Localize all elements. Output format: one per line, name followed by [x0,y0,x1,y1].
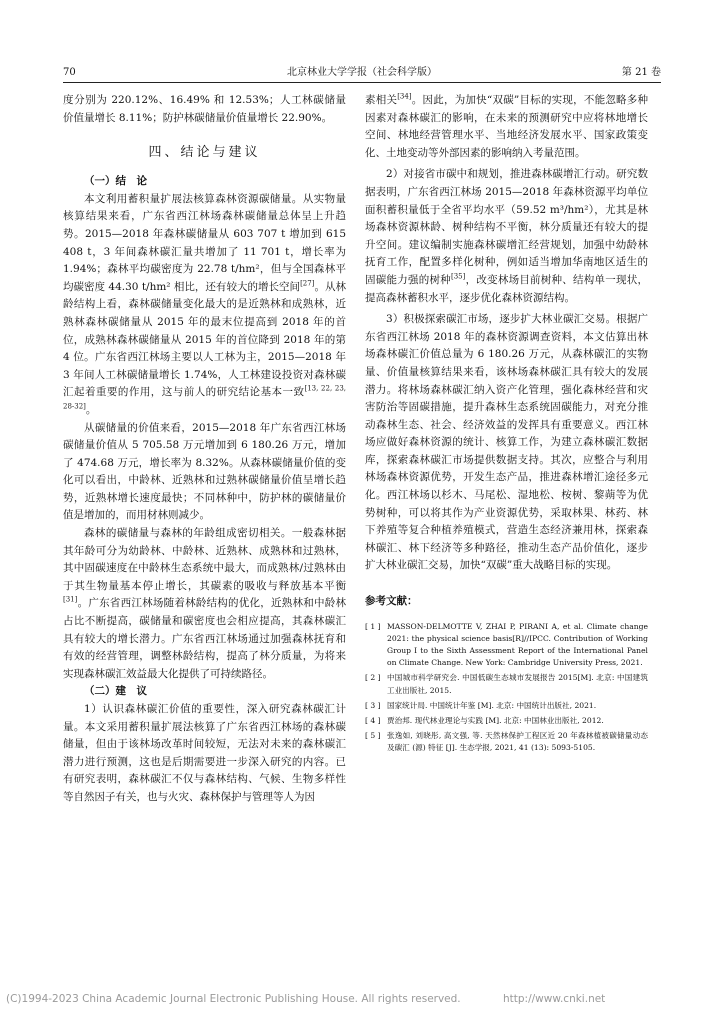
page-number: 70 [63,67,76,78]
citation-link[interactable]: [27] [300,279,315,288]
references-title: 参考文献： [365,595,418,608]
reference-item [365,700,648,712]
citation-link[interactable]: [34] [397,92,412,101]
text-run: 。广东省西江林场随着林龄结构的优化，近熟林和中龄林占比不断提高，碳储量和碳密度也会相应提高，其森林碳汇具有较大的增长潜力。广东省西江林场通过加强森林抚育和有效的经营管理，调整林龄结构，提高了林分质量，为将来实现森林碳汇效益最大化提供了可持续路径。 [63,597,346,680]
paragraph-suggestion-1: 1）认识森林碳汇价值的重要性，深入研究森林碳汇计量。本文采用蓄积量扩展法核算了广东省西江林场的森林碳储量，但由于该林场改革时间较短，无法对未来的森林碳汇潜力进行预测，这也是后期需要进一步深入研究的内容。已有研究表明，森林碳汇不仅与森林结构、气候、生物多样性等自然因子有关，也与火灾、森林保护与管理等人为因 [63,703,346,803]
reference-text: 中国城市科学研究会. 中国低碳生态城市发展报告 2015[M]. 北京: 中国建筑工业出版社, 2015. [387,673,648,695]
section-title: 四、结论与建议 [148,145,261,161]
reference-number: [ 3 ] [365,700,381,710]
paragraph-continuation: 度分别为 220.12%、16.49% 和 12.53%；人工林碳储量价值量增长 8.11%；防护林碳储量价值量增长 22.90%。 [63,94,346,124]
reference-item [365,715,648,727]
reference-number: [ 1 ] [365,621,381,631]
subsection-title-suggestions: （二）建 议 [84,685,147,698]
paragraph-suggestion-3: 3）积极探索碳汇市场，逐步扩大林业碳汇交易。根据广东省西江林场 2018 年的森林资源调查资料，本文估算出林场森林碳汇价值总量为 6 180.26 万元，从森林碳汇的实物量、价值量核算结果来看，该林场森林碳汇具有较大的发展潜力。将林场森林碳汇纳入资产化管理，强化森林经营和灾害防治等固碳措施，提升森林生态系统固碳能力，对充分推动森林生态、社会、经济效益的发挥具有重要意义。西江林场应做好森林资源的统计、核算工作，为建立森林碳汇数据库，探索森林碳汇市场提供数据支持。其次，应整合与利用林场森林资源优势，开发生态产品，推进森林增汇途径多元化。西江林场以杉木、马尾松、湿地松、桉树、黎蒴等为优势树种，可以将其作为产业资源优势，采取林果、林药、林下养殖等复合种植养殖模式，营造生态经济兼用林，探索森林碳汇、林下经济等多种路径，推动生态产品价值化，逐步扩大林业碳汇交易，加快“双碳”重大战略目标的实现。 [365,313,648,572]
paragraph-suggestion-1-cont [365,92,648,162]
header-rule [63,82,661,83]
left-column [63,92,346,807]
copyright-notice: (C)1994-2023 China Academic Journal Electronic Publishing House. All rights reserved. [6,993,461,1005]
text-run: 素相关 [365,94,398,106]
text-run: 。因此，为加快“双碳”目标的实现，不能忽略多种因素对森林碳汇的影响，在未来的预测研究中应将林地增长空间、林地经营管理水平、当地经济发展水平、国家政策变化、土地变动等外部因素的影响纳入考量范围。 [365,94,648,159]
paragraph-conclusion-1 [63,191,346,420]
citation-link[interactable]: [31] [63,595,78,604]
paragraph-conclusion-2: 从碳储量的价值来看，2015—2018 年广东省西江林场碳储量价值从 5 705.58 万元增加到 6 180.26 万元，增加了 474.68 万元，增长率为 8.32%。从森林碳储量价值的变化可以看出，中龄林、近熟林和过熟林碳储量价值呈增长趋势，近熟林增长速度最快；不同林种中，防护林的碳储量价值是增加的，而用材林则减少。 [63,421,346,522]
reference-item [365,672,648,696]
reference-number: [ 4 ] [365,716,381,726]
journal-title: 北京林业大学学报（社会科学版） [287,67,437,78]
reference-number: [ 2 ] [365,673,381,683]
text-run: 森林的碳储量与森林的年龄组成密切相关。一般森林据其年龄可分为幼龄林、中龄林、近熟林、成熟林和过熟林，其中固碳速度在中龄林生态系统中最大，而成熟林/过熟林由于其生物量基本停止增长，其碳素的吸收与释放基本平衡 [63,527,346,592]
footer-url-link[interactable]: http://www.cnki.net [503,993,606,1005]
text-run: ，改变林场目前树种、结构单一现状，提高森林蓄积水平，逐步优化森林资源结构。 [365,273,649,304]
reference-item [365,621,648,670]
reference-number: [ 5 ] [365,731,381,741]
text-run: 。 [85,403,97,416]
text-run: 本文利用蓄积量扩展法核算森林资源碳储量。从实物量核算结果来看，广东省西江林场森林碳储量总体呈上升趋势。2015—2018 年森林碳储量从 603 707 t 增加到 615 408 t，3 年间森林碳汇量共增加了 11 701 t，增长率为 1.94%；森林平均碳密度为 22.78 t/hm²，但与全国森林平均碳密度 44.30 t/hm² 相比，还有较大的增长空间 [63,192,346,293]
text-run: 2）对接省市碳中和规划，推进森林碳增汇行动。研究数据表明，广东省西江林场 2015—2018 年森林资源平均单位面积蓄积量低于全省平均水平（59.52 m³/hm²），尤其是林场森林资源林龄、树种结构不平衡，林分质量还有较大的提升空间。建议编制实施森林碳增汇经营规划，加强中幼龄林抚育工作，配置多样化树种，例如适当增加华南地区适生的固碳能力强的树种 [365,168,648,286]
citation-link[interactable]: [13, 22, 23, 28-32] [63,384,347,411]
running-header [63,66,661,80]
reference-list [365,621,648,755]
paragraph-suggestion-2 [365,166,648,307]
citation-link[interactable]: [35] [450,272,466,281]
text-run: 。从林龄结构上看，森林碳储量变化最大的是近熟林和成熟林，近熟林森林碳储量从 2015 年的最末位提高到 2018 年的首位，成熟林森林碳储量从 2015 年的首位降到 2018 年的第 4 位。广东省西江林场主要以人工林为主，2015—2018 年 3 年间人工林碳储量增长 1.74%，人工林建设投资对森林碳汇起着重要的作用，这与前人的研究结论基本一致 [63,280,347,399]
reference-text: MASSON-DELMOTTE V, ZHAI P, PIRANI A, et al. Climate change 2021: the physical science basis[R]//IPCC. Contribution of Working Group I to the Sixth Assessment Report of the International Panel on Climate Change. New York: Cambridge University Press, 2021. [387,621,648,668]
reference-text: 贾治邦. 现代林业理论与实践 [M]. 北京: 中国林业出版社, 2012. [387,716,604,726]
subsection-title-conclusion: （一）结 论 [84,175,147,188]
paragraph-conclusion-3 [63,525,346,683]
volume-label: 第 21 卷 [621,67,661,78]
right-column [365,92,648,758]
reference-text: 张逸如, 刘晓彤, 高文强, 等. 天然林保护工程区近 20 年森林植被碳储量动态及碳汇 (源) 特征 [J]. 生态学报, 2021, 41 (13): 5093-5105. [387,731,648,753]
reference-item [365,730,648,754]
reference-text: 国家统计局. 中国统计年鉴 [M]. 北京: 中国统计出版社, 2021. [387,700,597,710]
